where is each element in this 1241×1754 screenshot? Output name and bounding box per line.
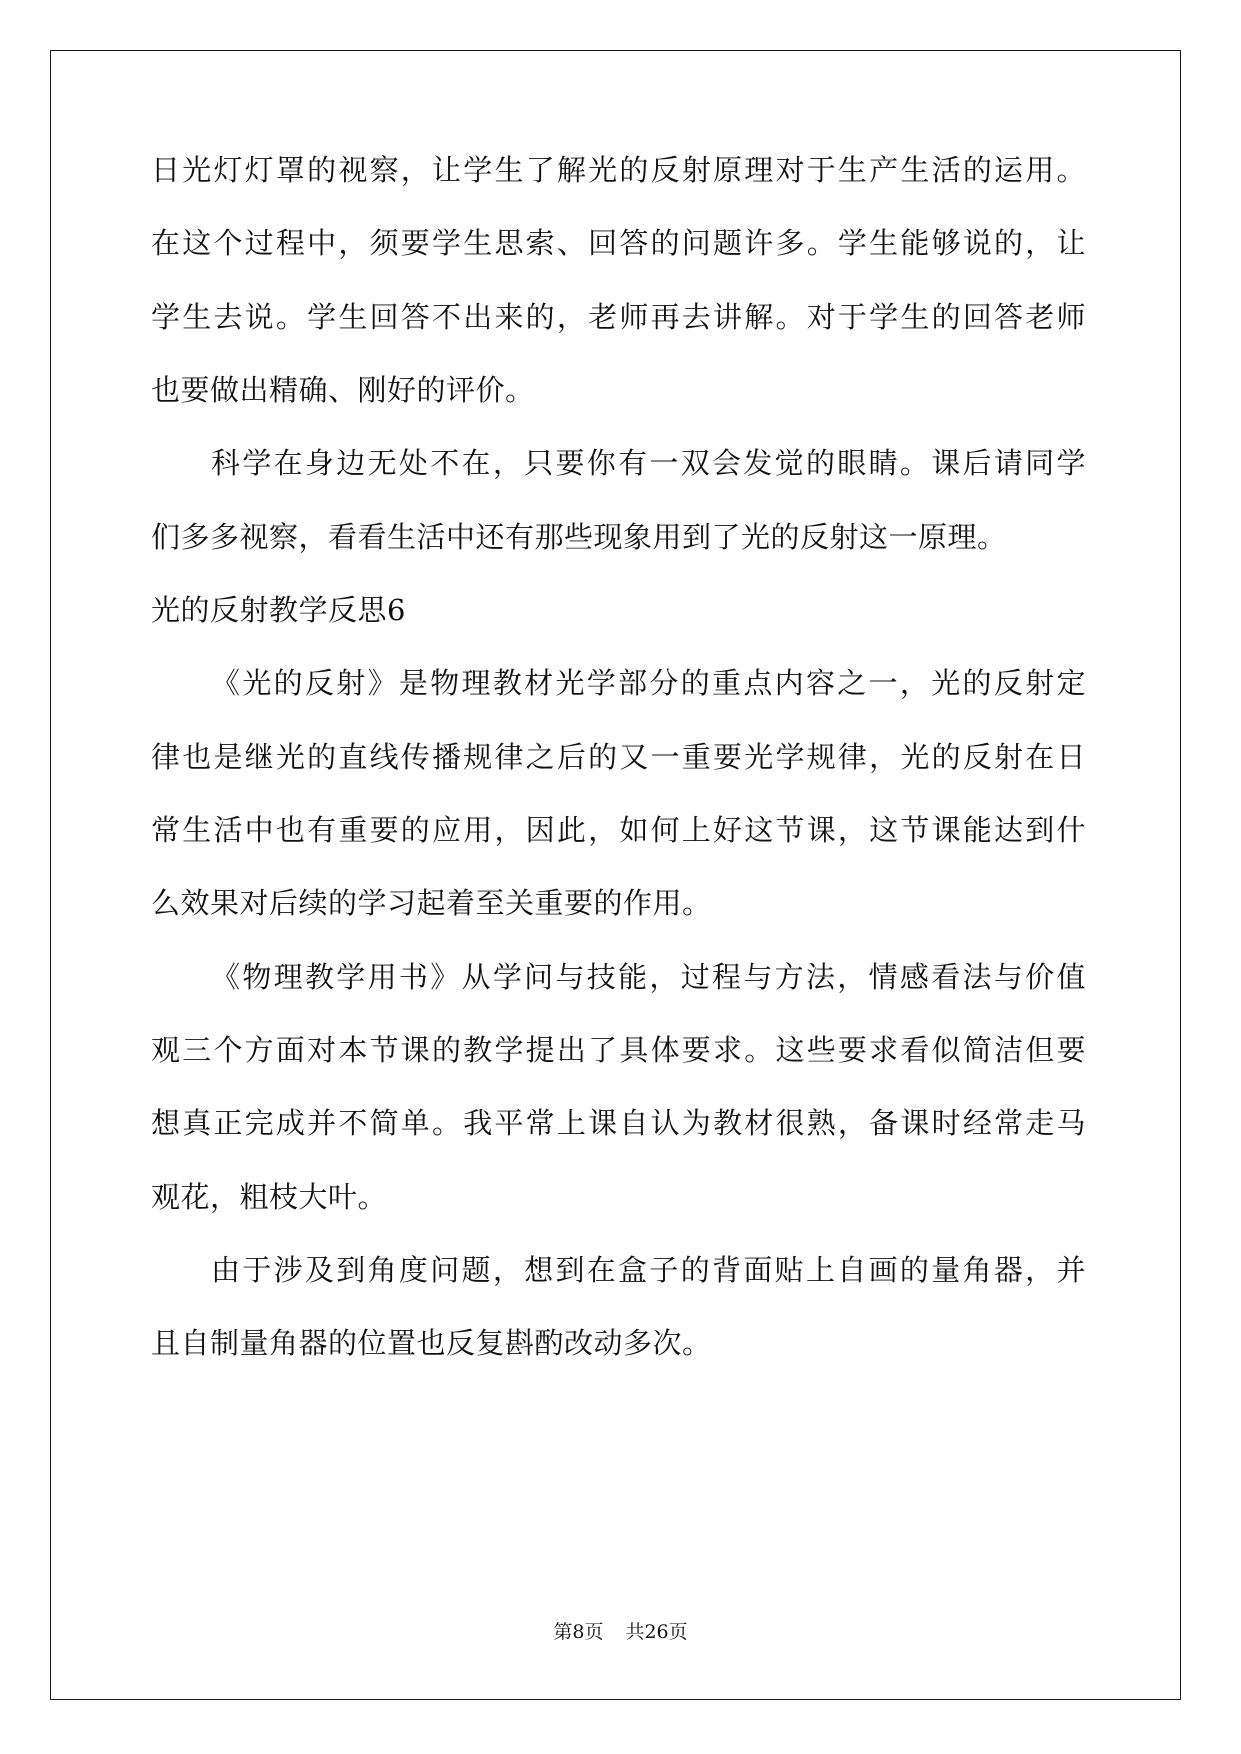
- total-pages: 共26页: [625, 1621, 688, 1643]
- body-text-line: 学生去说。学生回答不出来的，老师再去讲解。对于学生的回答老师: [151, 300, 1086, 334]
- page-border: [50, 50, 1181, 1700]
- body-text-line: 也要做出精确、刚好的评价。: [151, 373, 535, 407]
- body-text-line: 《光的反射》是物理教材光学部分的重点内容之一，光的反射定: [211, 666, 1086, 700]
- section-heading: 光的反射教学反思6: [151, 593, 406, 627]
- body-text-line: 律也是继光的直线传播规律之后的又一重要光学规律，光的反射在日: [151, 740, 1086, 774]
- body-text-line: 常生活中也有重要的应用，因此，如何上好这节课，这节课能达到什: [151, 813, 1086, 847]
- body-text-line: 观三个方面对本节课的教学提出了具体要求。这些要求看似简洁但要: [151, 1033, 1086, 1067]
- page-number: 第8页: [553, 1621, 604, 1643]
- body-text-line: 想真正完成并不简单。我平常上课自认为教材很熟，备课时经常走马: [151, 1106, 1086, 1140]
- page-footer: [0, 1620, 1241, 1644]
- body-text-line: 由于涉及到角度问题，想到在盒子的背面贴上自画的量角器，并: [211, 1253, 1086, 1287]
- body-text-line: 日光灯灯罩的视察，让学生了解光的反射原理对于生产生活的运用。: [151, 153, 1086, 187]
- body-text-line: 科学在身边无处不在，只要你有一双会发觉的眼睛。课后请同学: [211, 446, 1086, 480]
- body-text-line: 在这个过程中，须要学生思索、回答的问题许多。学生能够说的，让: [151, 226, 1086, 260]
- body-text-line: 观花，粗枝大叶。: [151, 1180, 388, 1214]
- body-text-line: 么效果对后续的学习起着至关重要的作用。: [151, 886, 712, 920]
- body-text-line: 《物理教学用书》从学问与技能，过程与方法，情感看法与价值: [211, 960, 1086, 994]
- body-text-line: 且自制量角器的位置也反复斟酌改动多次。: [151, 1326, 712, 1360]
- body-text-line: 们多多视察，看看生活中还有那些现象用到了光的反射这一原理。: [151, 520, 1007, 554]
